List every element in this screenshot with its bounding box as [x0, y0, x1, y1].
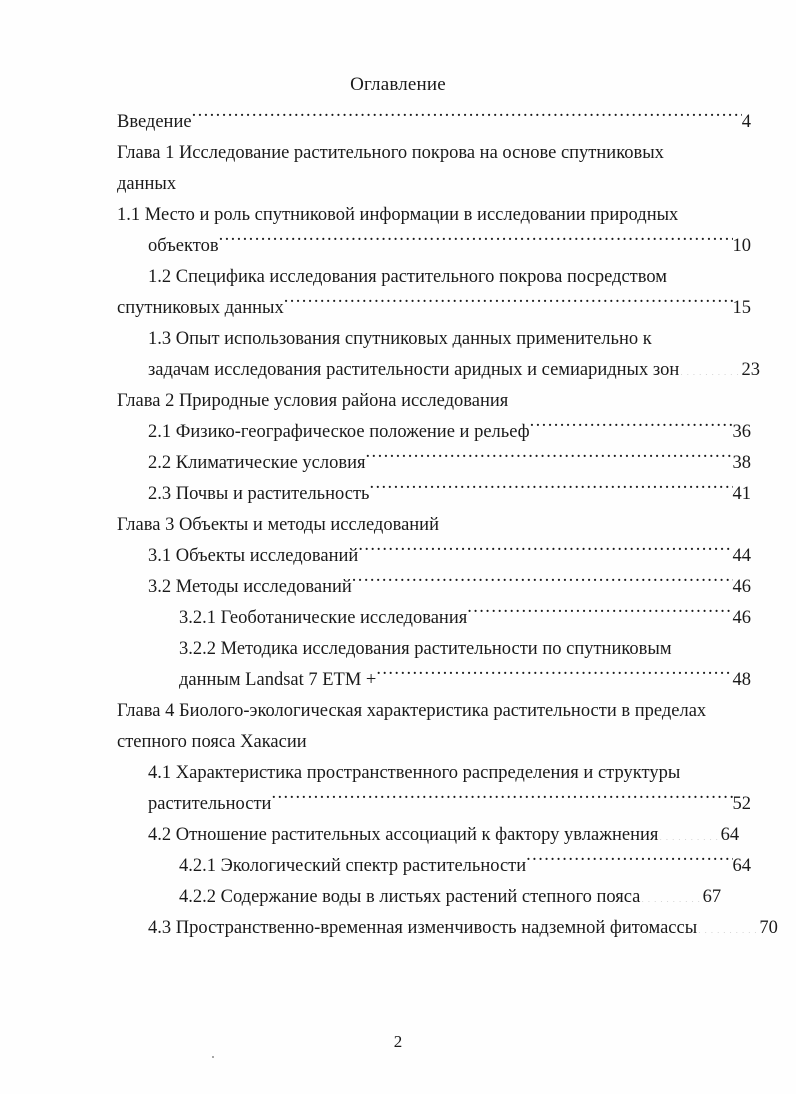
toc-entry[interactable] — [117, 851, 751, 882]
toc-entry[interactable] — [117, 696, 751, 727]
toc-entry[interactable] — [117, 417, 751, 448]
toc-dot-leader — [658, 822, 720, 841]
toc-entry[interactable] — [117, 200, 751, 231]
toc-entry[interactable] — [117, 634, 751, 665]
toc-dot-leader — [526, 853, 732, 872]
toc-entry[interactable] — [117, 169, 751, 200]
toc-entry-page-number: 23 — [741, 360, 760, 380]
toc-entry-label: 3.1 Объекты исследований — [148, 546, 359, 566]
table-of-contents — [117, 107, 778, 944]
toc-entry[interactable] — [117, 603, 751, 634]
toc-entry-label: 4.2.1 Экологический спектр растительности — [179, 856, 527, 876]
toc-entry-page-number: 48 — [732, 670, 751, 690]
toc-entry-page-number: 41 — [732, 484, 751, 504]
toc-entry-page-number: 70 — [759, 918, 778, 938]
toc-entry[interactable] — [117, 541, 751, 572]
toc-entry-label: данных — [117, 174, 177, 194]
toc-entry[interactable] — [117, 758, 751, 789]
toc-entry-page-number: 38 — [732, 453, 751, 473]
toc-dot-leader — [640, 884, 702, 903]
toc-entry-label: 4.2 Отношение растительных ассоциаций к фактору увлажнения — [148, 825, 659, 845]
toc-entry[interactable] — [117, 727, 751, 758]
toc-entry[interactable] — [117, 882, 751, 913]
toc-entry-label: Введение — [117, 112, 192, 132]
toc-entry-page-number: 36 — [732, 422, 751, 442]
toc-entry-label: задачам исследования растительности аридных и семиаридных зон — [148, 360, 680, 380]
toc-entry-label: 4.2.2 Содержание воды в листьях растений степного пояса — [179, 887, 641, 907]
toc-dot-leader — [284, 295, 733, 314]
toc-dot-leader — [467, 605, 732, 624]
toc-entry[interactable] — [117, 789, 751, 820]
toc-entry-label: спутниковых данных — [117, 298, 284, 318]
toc-dot-leader — [271, 791, 732, 810]
toc-dot-leader — [358, 543, 732, 562]
toc-entry-label: объектов — [148, 236, 219, 256]
toc-entry-page-number: 4 — [741, 112, 751, 132]
toc-entry[interactable] — [117, 448, 751, 479]
scan-artifact-speck — [212, 1056, 214, 1058]
toc-entry[interactable] — [117, 231, 751, 262]
page-number: 2 — [393, 1032, 403, 1051]
toc-entry-label: 1.3 Опыт использования спутниковых данных применительно к — [148, 329, 652, 349]
toc-entry-label: Глава 3 Объекты и методы исследований — [117, 515, 439, 535]
toc-entry[interactable] — [117, 510, 751, 541]
toc-entry-label: 2.1 Физико-географическое положение и рельеф — [148, 422, 530, 442]
page-title: Оглавление — [350, 74, 446, 95]
toc-dot-leader — [369, 481, 732, 500]
toc-entry[interactable] — [117, 386, 751, 417]
toc-entry[interactable] — [117, 572, 751, 603]
toc-dot-leader — [376, 667, 732, 686]
toc-entry-page-number: 15 — [732, 298, 751, 318]
toc-entry-label: степного пояса Хакасии — [117, 732, 307, 752]
toc-entry[interactable] — [117, 138, 751, 169]
toc-entry[interactable] — [117, 324, 751, 355]
toc-entry-label: 1.1 Место и роль спутниковой информации в исследовании природных — [117, 205, 679, 225]
toc-dot-leader — [366, 450, 733, 469]
toc-entry[interactable] — [117, 355, 760, 386]
toc-entry[interactable] — [117, 820, 751, 851]
toc-dot-leader — [679, 357, 741, 376]
toc-entry-page-number: 67 — [702, 887, 722, 907]
toc-entry[interactable] — [117, 293, 751, 324]
toc-entry-label: 4.1 Характеристика пространственного распределения и структуры — [148, 763, 681, 783]
toc-entry-page-number: 64 — [732, 856, 751, 876]
toc-dot-leader — [192, 109, 742, 128]
toc-entry-label: Глава 1 Исследование растительного покрова на основе спутниковых — [117, 143, 664, 163]
toc-dot-leader — [530, 419, 733, 438]
toc-entry-label: 2.3 Почвы и растительность — [148, 484, 370, 504]
toc-dot-leader — [352, 574, 733, 593]
toc-entry-label: Глава 2 Природные условия района исследования — [117, 391, 509, 411]
toc-entry-label: 3.2.1 Геоботанические исследования — [179, 608, 468, 628]
toc-entry-page-number: 10 — [732, 236, 751, 256]
toc-entry-page-number: 44 — [732, 546, 751, 566]
toc-entry-label: 3.2 Методы исследований — [148, 577, 352, 597]
toc-entry[interactable] — [117, 913, 778, 944]
toc-entry-label: растительности — [148, 794, 272, 814]
toc-entry-label: 1.2 Специфика исследования растительного покрова посредством — [148, 267, 667, 287]
toc-entry-label: 3.2.2 Методика исследования растительности по спутниковым — [179, 639, 672, 659]
toc-entry[interactable] — [117, 262, 751, 293]
toc-entry-page-number: 46 — [732, 577, 751, 597]
toc-entry-label: 2.2 Климатические условия — [148, 453, 366, 473]
toc-entry-label: данным Landsat 7 ETM + — [179, 670, 377, 690]
toc-entry-page-number: 64 — [720, 825, 740, 845]
toc-entry-label: 4.3 Пространственно-временная изменчивость надземной фитомассы — [148, 918, 698, 938]
toc-entry-page-number: 46 — [732, 608, 751, 628]
toc-dot-leader — [219, 233, 733, 252]
toc-entry[interactable] — [117, 665, 751, 696]
toc-entry-page-number: 52 — [732, 794, 751, 814]
toc-entry-label: Глава 4 Биолого-экологическая характеристика растительности в пределах — [117, 701, 707, 721]
toc-entry[interactable] — [117, 107, 751, 138]
toc-entry[interactable] — [117, 479, 751, 510]
toc-dot-leader — [697, 915, 759, 934]
